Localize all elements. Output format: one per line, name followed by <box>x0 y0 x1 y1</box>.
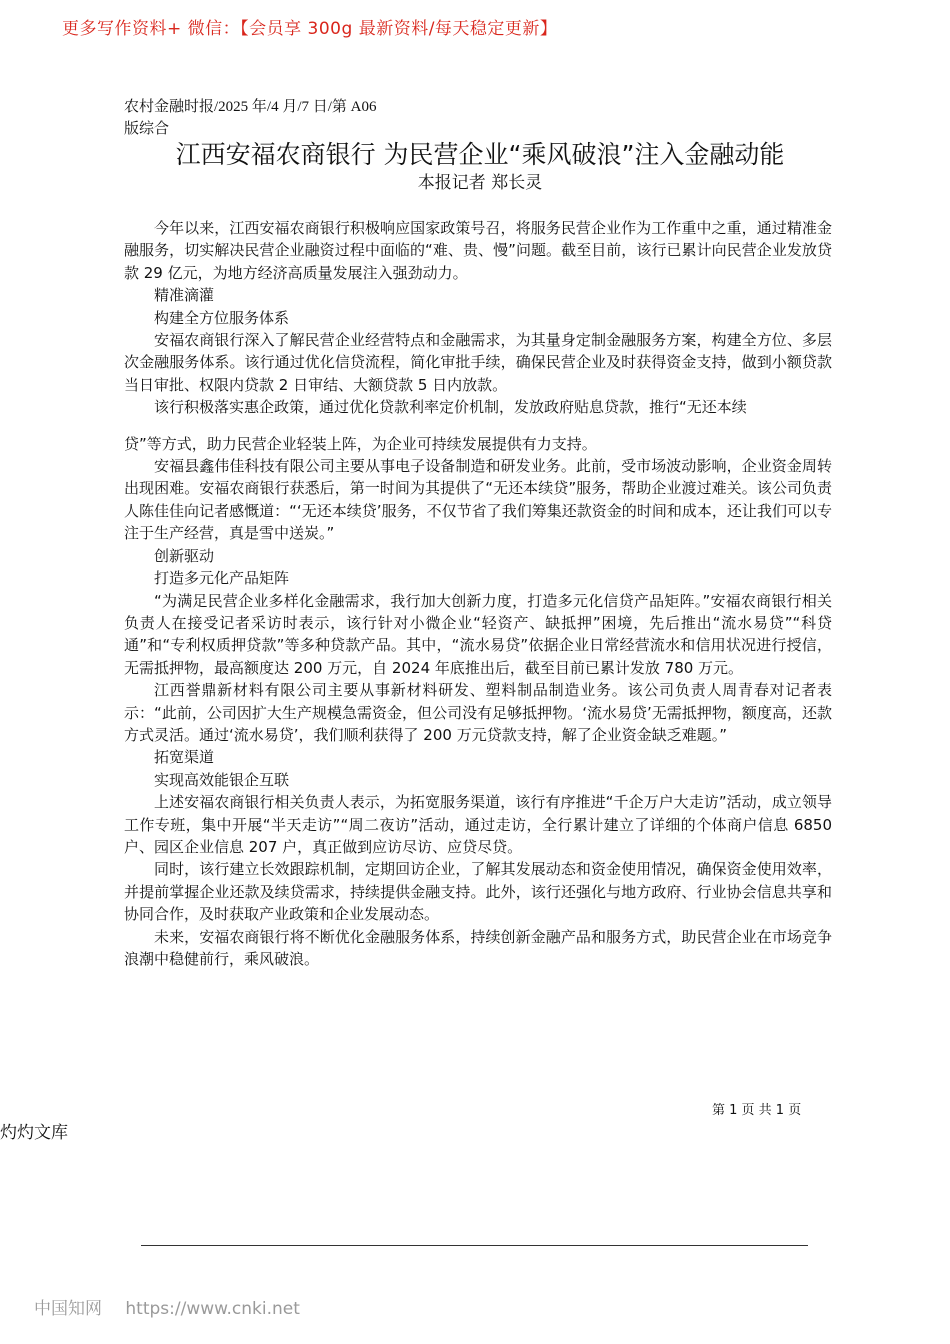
paragraph-continuation: 贷”等方式，助力民营企业轻装上阵，为企业可持续发展提供有力支持。 <box>124 434 597 453</box>
article-title: 江西安福农商银行 为民营企业“乘风破浪”注入金融动能 <box>175 140 785 169</box>
footer-site-name: 中国知网 <box>34 1299 102 1319</box>
paragraph: 江西誉鼎新材料有限公司主要从事新材料研发、塑料制品制造业务。该公司负责人周青春对记者表示：“此前，公司因扩大生产规模急需资金，但公司没有足够抵押物。‘流水易贷’无需抵押物，额度高，还款方式灵活。通过‘流水易贷’，我们顺利获得了 200 万元贷款支持，解了企业资金缺乏难题。” <box>124 681 832 744</box>
section-heading: 拓宽渠道 <box>154 748 215 767</box>
library-watermark: 灼灼文库 <box>0 1123 68 1143</box>
section-subheading: 构建全方位服务体系 <box>154 308 290 327</box>
section-subheading: 实现高效能银企互联 <box>154 770 290 789</box>
paragraph: 安福县鑫伟佳科技有限公司主要从事电子设备制造和研发业务。此前，受市场波动影响，企业资金周转出现困难。安福农商银行获悉后，第一时间为其提供了“无还本续贷”服务，帮助企业渡过难关。该公司负责人陈佳佳向记者感慨道：“‘无还本续贷’服务，不仅节省了我们筹集还款资金的时间和成本，还让我们可以专注于生产经营，真是雪中送炭。” <box>124 457 832 543</box>
paragraph: 今年以来，江西安福农商银行积极响应国家政策号召，将服务民营企业作为工作重中之重，通过精准金融服务，切实解决民营企业融资过程中面临的“难、贵、慢”问题。截至目前，该行已累计向民营企业发放贷款 29 亿元，为地方经济高质量发展注入强劲动力。 <box>124 219 832 282</box>
paragraph: 同时，该行建立长效跟踪机制，定期回访企业，了解其发展动态和资金使用情况，确保资金使用效率，并提前掌握企业还款及续贷需求，持续提供金融支持。此外，该行还强化与地方政府、行业协会信息共享和协同合作，及时获取产业政策和企业发展动态。 <box>124 860 832 924</box>
section-heading: 精准滴灌 <box>154 286 215 305</box>
article-body <box>124 217 832 970</box>
cnki-footer <box>34 1294 318 1319</box>
section-heading: 创新驱动 <box>154 546 215 565</box>
footer-url[interactable]: https://www.cnki.net <box>125 1299 300 1319</box>
paragraph: “为满足民营企业多样化金融需求，我行加大创新力度，打造多元化信贷产品矩阵。”安福农商银行相关负责人在接受记者采访时表示，该行针对小微企业“轻资产、缺抵押”困境，先后推出“流水易贷”“科贷通”和“专利权质押贷款”等多种贷款产品。其中，“流水易贷”依据企业日常经营流水和信用状况进行授信，无需抵押物，最高额度达 200 万元，自 2024 年底推出后，截至目前已累计发放 780 万元。 <box>124 591 832 677</box>
paragraph: 未来，安福农商银行将不断优化金融服务体系，持续创新金融产品和服务方式，助民营企业在市场竞争浪潮中稳健前行，乘风破浪。 <box>124 927 832 968</box>
source-citation <box>124 96 424 140</box>
footer-divider <box>141 1245 808 1246</box>
section-subheading: 打造多元化产品矩阵 <box>154 569 290 588</box>
promo-banner: 更多写作资料+ 微信：【会员享 300g 最新资料/每天稳定更新】 <box>62 19 558 39</box>
paragraph: 该行积极落实惠企政策，通过优化贷款利率定价机制，发放政府贴息贷款，推行“无还本续 <box>154 398 747 417</box>
source-line: 版综合 <box>124 121 170 137</box>
paragraph: 安福农商银行深入了解民营企业经营特点和金融需求，为其量身定制金融服务方案，构建全方位、多层次金融服务体系。该行通过优化信贷流程，简化审批手续，确保民营企业及时获得资金支持，做到小额贷款当日审批、权限内贷款 2 日审结、大额贷款 5 日内放款。 <box>124 331 832 394</box>
article-byline: 本报记者 郑长灵 <box>417 173 543 193</box>
page-number: 第 1 页 共 1 页 <box>712 1103 802 1118</box>
paragraph: 上述安福农商银行相关负责人表示，为拓宽服务渠道，该行有序推进“千企万户大走访”活动，成立领导工作专班，集中开展“半天走访”“周二夜访”活动，通过走访，全行累计建立了详细的个体商户信息 6850 户、园区企业信息 207 户，真正做到应访尽访、应贷尽贷。 <box>124 793 832 856</box>
source-line: 农村金融时报/2025 年/4 月/7 日/第 A06 <box>124 99 377 115</box>
